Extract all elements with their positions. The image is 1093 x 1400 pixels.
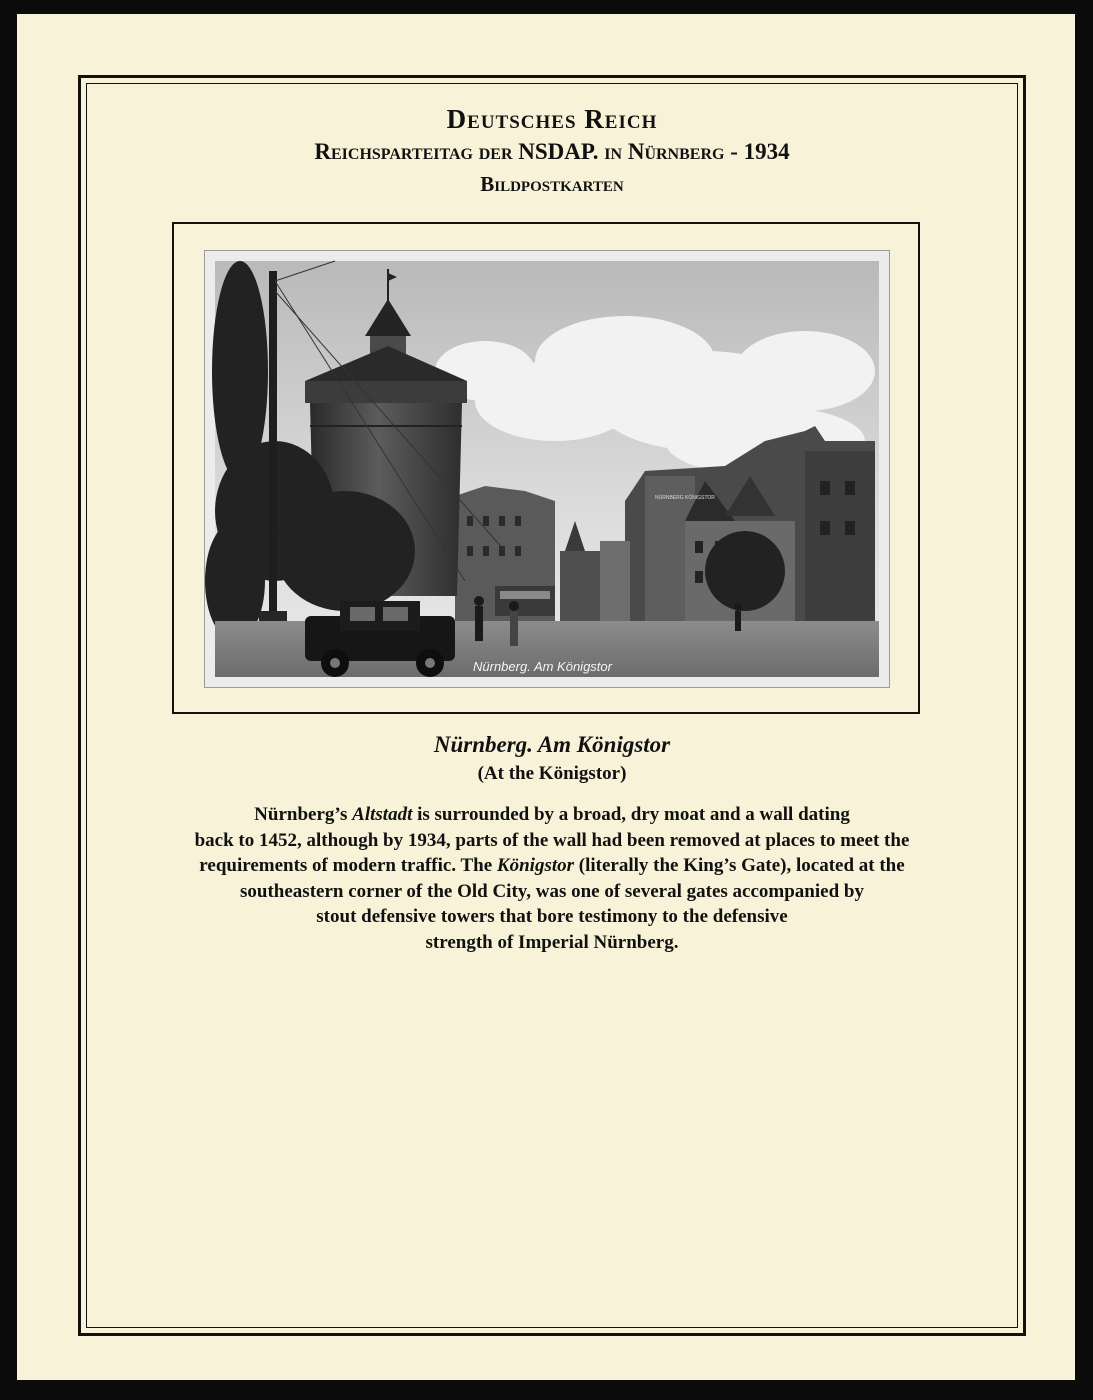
album-page	[17, 14, 1075, 1380]
description-line: southeastern corner of the Old City, was one of several gates accompanied by	[240, 880, 864, 902]
description-line: strength of Imperial Nürnberg.	[425, 931, 679, 953]
page-border-inner	[86, 83, 1018, 1328]
postcard-photo	[205, 251, 889, 687]
altstadt-term: Altstadt	[352, 804, 413, 825]
caption-title: Nürnberg. Am Königstor	[433, 732, 671, 757]
page-border-outer	[78, 75, 1026, 1336]
caption-subtitle: (At the Königstor)	[477, 763, 627, 784]
postcard-imprint: Nürnberg. Am Königstor	[473, 659, 612, 674]
description-line: back to 1452, although by 1934, parts of the wall had been removed at places to meet the	[194, 829, 910, 851]
description-text	[127, 802, 977, 955]
description-line: requirements of modern traffic. The Königstor (literally the King’s Gate), located at the	[199, 855, 905, 876]
description-line: stout defensive towers that bore testimony to the defensive	[316, 906, 788, 927]
page-subtitle: Reichsparteitag der NSDAP. in Nürnberg - 1934	[314, 139, 790, 164]
koenigstor-street-scene	[205, 251, 889, 687]
tramcar	[495, 586, 555, 616]
postcard-mount	[172, 222, 920, 714]
koenigstor-term: Königstor	[496, 855, 575, 876]
page-header	[87, 102, 1017, 200]
page-title: Deutsches Reich	[446, 104, 658, 134]
description-line: Nürnberg’s Altstadt is surrounded by a broad, dry moat and a wall dating	[254, 804, 850, 825]
hotel-sign: NÜRNBERG KÖNIGSTOR	[655, 495, 715, 501]
page-category: Bildpostkarten	[480, 172, 624, 196]
